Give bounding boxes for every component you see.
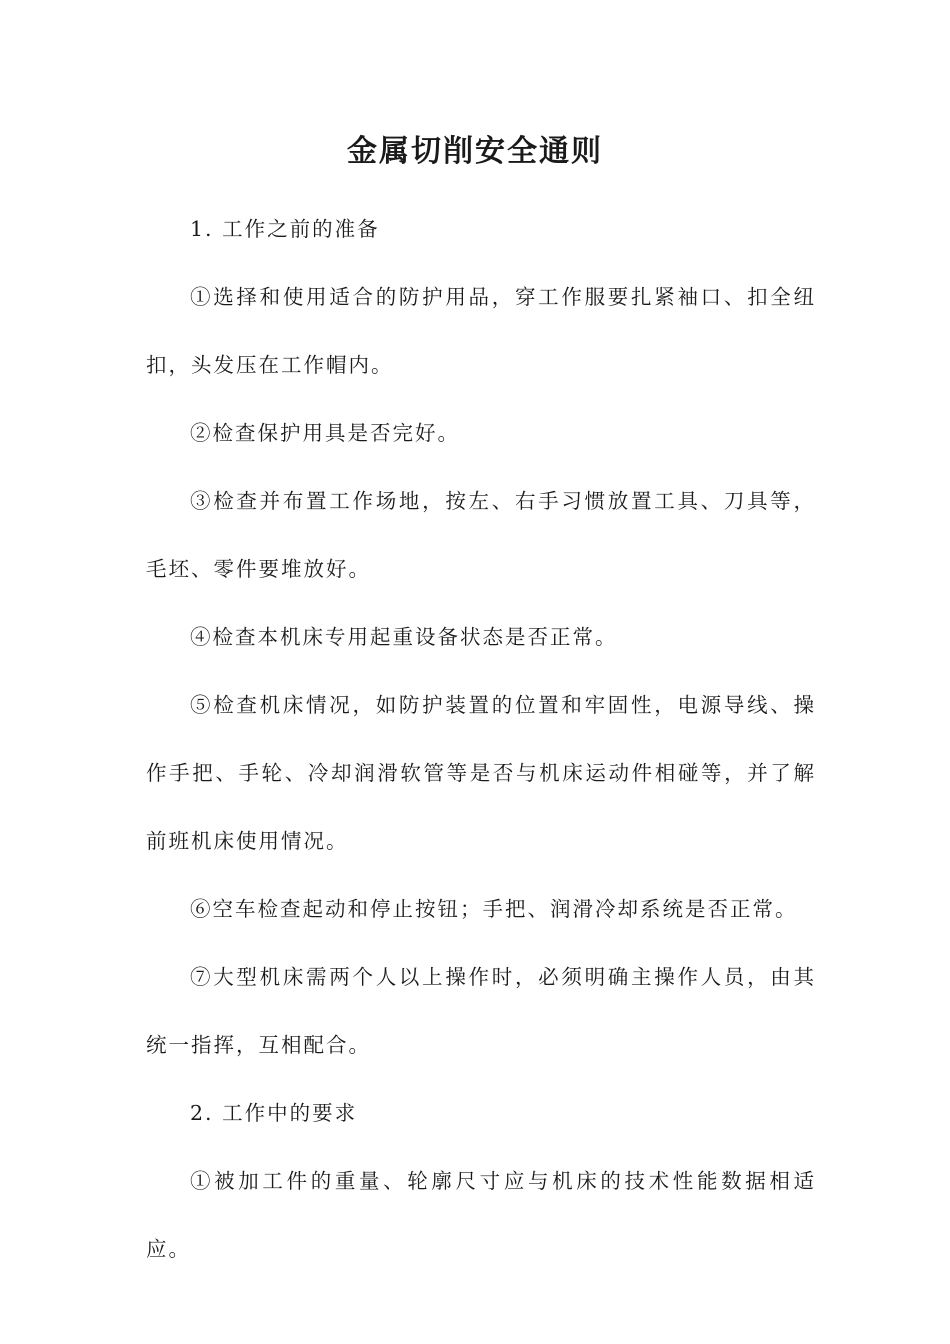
document-title: 金属切削安全通则 <box>347 134 603 169</box>
paragraph-item: ②检查保护用具是否完好。 <box>190 421 460 445</box>
paragraph-item: ③检查并布置工作场地，按左、右手习惯放置工具、刀具等，毛坯、零件要堆放好。 <box>146 489 816 581</box>
paragraph-item: ⑥空车检查起动和停止按钮；手把、润滑冷却系统是否正常。 <box>190 897 798 921</box>
document-body <box>146 195 816 1283</box>
paragraph-item: ①选择和使用适合的防护用品，穿工作服要扎紧袖口、扣全纽扣，头发压在工作帽内。 <box>146 285 816 377</box>
paragraph-item: ⑤检查机床情况，如防护装置的位置和牢固性，电源导线、操作手把、手轮、冷却润滑软管等是否与机床运动件相碰等，并了解前班机床使用情况。 <box>146 693 816 853</box>
section-heading-requirements: 2. 工作中的要求 <box>190 1101 358 1125</box>
section-heading-preparation: 1. 工作之前的准备 <box>190 217 380 241</box>
paragraph-item: ⑦大型机床需两个人以上操作时，必须明确主操作人员，由其统一指挥，互相配合。 <box>146 965 816 1057</box>
paragraph-item: ①被加工件的重量、轮廓尺寸应与机床的技术性能数据相适应。 <box>146 1169 816 1261</box>
paragraph-item: ④检查本机床专用起重设备状态是否正常。 <box>190 625 618 649</box>
